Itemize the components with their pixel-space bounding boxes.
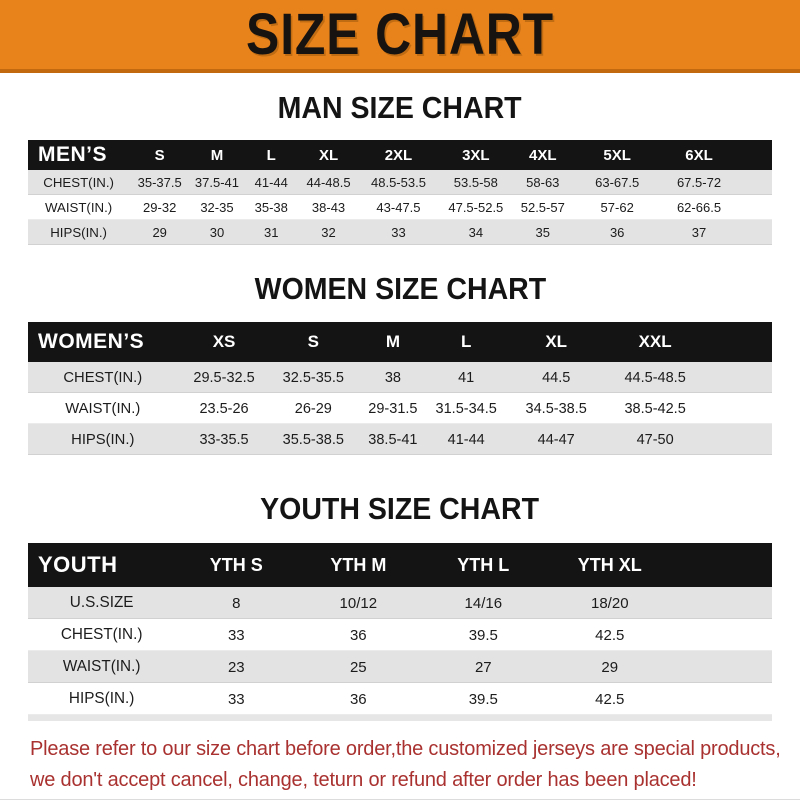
- row-filler: [672, 683, 772, 715]
- footer-note: [30, 734, 800, 796]
- data-cell: 41-44: [244, 170, 299, 195]
- data-cell: 44-48.5: [299, 170, 359, 195]
- row-label: CHEST(IN.): [28, 619, 175, 651]
- data-cell: 67.5-72: [662, 170, 736, 195]
- section-youth: [0, 491, 800, 721]
- data-cell: 14/16: [419, 587, 547, 619]
- footer-line-2: we don't accept cancel, change, teturn or refund after order has been placed!: [30, 769, 697, 791]
- data-cell: 63-67.5: [573, 170, 662, 195]
- data-cell: 44-47: [503, 424, 610, 455]
- data-cell: 36: [573, 220, 662, 245]
- column-header: YTH S: [175, 543, 297, 587]
- data-cell: 25: [297, 651, 419, 683]
- row-filler: [736, 195, 772, 220]
- column-header: XL: [299, 140, 359, 170]
- column-header: XXL: [610, 322, 701, 362]
- data-cell: 37: [662, 220, 736, 245]
- row-label: HIPS(IN.): [28, 220, 129, 245]
- row-label: WAIST(IN.): [28, 393, 178, 424]
- data-cell: 39.5: [419, 619, 547, 651]
- row-filler: [736, 220, 772, 245]
- data-cell: 48.5-53.5: [358, 170, 438, 195]
- data-cell: 23: [175, 651, 297, 683]
- data-cell: 34.5-38.5: [503, 393, 610, 424]
- column-header: L: [244, 140, 299, 170]
- data-cell: 39.5: [419, 683, 547, 715]
- section-women: [0, 271, 800, 455]
- data-cell: 41: [430, 362, 503, 393]
- data-cell: 26-29: [271, 393, 357, 424]
- column-header: M: [190, 140, 244, 170]
- row-filler: [736, 170, 772, 195]
- men-size-table: [28, 140, 772, 245]
- column-header: 2XL: [358, 140, 438, 170]
- data-cell: 31.5-34.5: [430, 393, 503, 424]
- data-cell: 33: [175, 619, 297, 651]
- column-header: YTH XL: [547, 543, 672, 587]
- footer-line-1: Please refer to our size chart before order,the customized jerseys are special products,: [30, 738, 781, 760]
- data-cell: 35.5-38.5: [271, 424, 357, 455]
- data-cell: 30: [190, 220, 244, 245]
- column-header: XS: [178, 322, 271, 362]
- data-cell: 32: [299, 220, 359, 245]
- column-header: XL: [503, 322, 610, 362]
- header-filler: [701, 322, 772, 362]
- women-section-heading: [0, 271, 800, 307]
- women-size-table: [28, 322, 772, 455]
- data-cell: 35-38: [244, 195, 299, 220]
- data-cell: 10/12: [297, 587, 419, 619]
- data-cell: 36: [297, 683, 419, 715]
- data-cell: 47-50: [610, 424, 701, 455]
- data-cell: 62-66.5: [662, 195, 736, 220]
- header-filler: [736, 140, 772, 170]
- data-cell: 53.5-58: [439, 170, 513, 195]
- data-cell: 31: [244, 220, 299, 245]
- column-header: M: [356, 322, 430, 362]
- data-cell: 33-35.5: [178, 424, 271, 455]
- data-cell: 32.5-35.5: [271, 362, 357, 393]
- data-cell: 38.5-41: [356, 424, 430, 455]
- data-cell: 29-32: [129, 195, 190, 220]
- data-cell: 42.5: [547, 683, 672, 715]
- data-cell: 38.5-42.5: [610, 393, 701, 424]
- banner: [0, 0, 800, 73]
- data-cell: 44.5: [503, 362, 610, 393]
- youth-section-heading: [0, 491, 800, 527]
- data-cell: 42.5: [547, 619, 672, 651]
- data-cell: 33: [175, 683, 297, 715]
- data-cell: 38-43: [299, 195, 359, 220]
- row-filler: [701, 393, 772, 424]
- table-header-label: MEN’S: [28, 140, 129, 170]
- data-cell: 32-35: [190, 195, 244, 220]
- data-cell: 52.5-57: [513, 195, 573, 220]
- row-label: CHEST(IN.): [28, 170, 129, 195]
- column-header: 4XL: [513, 140, 573, 170]
- row-filler: [672, 619, 772, 651]
- column-header: 3XL: [439, 140, 513, 170]
- data-cell: 41-44: [430, 424, 503, 455]
- column-header: 5XL: [573, 140, 662, 170]
- data-cell: 57-62: [573, 195, 662, 220]
- table-header-label: WOMEN’S: [28, 322, 178, 362]
- data-cell: 34: [439, 220, 513, 245]
- data-cell: 27: [419, 651, 547, 683]
- data-cell: 23.5-26: [178, 393, 271, 424]
- row-filler: [701, 424, 772, 455]
- data-cell: 29: [547, 651, 672, 683]
- data-cell: 43-47.5: [358, 195, 438, 220]
- column-header: S: [271, 322, 357, 362]
- row-label: WAIST(IN.): [28, 651, 175, 683]
- section-men: [0, 90, 800, 245]
- youth-size-table: [28, 543, 772, 721]
- data-cell: 38: [356, 362, 430, 393]
- row-label: HIPS(IN.): [28, 424, 178, 455]
- data-cell: 47.5-52.5: [439, 195, 513, 220]
- data-cell: 33: [358, 220, 438, 245]
- data-cell: 35: [513, 220, 573, 245]
- data-cell: 37.5-41: [190, 170, 244, 195]
- row-label: U.S.SIZE: [28, 587, 175, 619]
- data-cell: 44.5-48.5: [610, 362, 701, 393]
- column-header: 6XL: [662, 140, 736, 170]
- data-cell: 58-63: [513, 170, 573, 195]
- table-header-label: YOUTH: [28, 543, 175, 587]
- row-filler: [672, 651, 772, 683]
- page-title: SIZE CHART: [246, 1, 554, 67]
- women-section-heading-text: WOMEN SIZE CHART: [254, 271, 546, 306]
- youth-section-heading-text: YOUTH SIZE CHART: [260, 491, 540, 526]
- data-cell: 29: [129, 220, 190, 245]
- men-section-heading-text: MAN SIZE CHART: [277, 90, 523, 125]
- row-filler: [672, 587, 772, 619]
- column-header: S: [129, 140, 190, 170]
- row-label: CHEST(IN.): [28, 362, 178, 393]
- column-header: YTH M: [297, 543, 419, 587]
- data-cell: 36: [297, 619, 419, 651]
- row-label: WAIST(IN.): [28, 195, 129, 220]
- data-cell: 29.5-32.5: [178, 362, 271, 393]
- column-header: L: [430, 322, 503, 362]
- row-filler: [701, 362, 772, 393]
- data-cell: 35-37.5: [129, 170, 190, 195]
- data-cell: 29-31.5: [356, 393, 430, 424]
- data-cell: 8: [175, 587, 297, 619]
- men-section-heading: [0, 90, 800, 126]
- column-header: YTH L: [419, 543, 547, 587]
- header-filler: [672, 543, 772, 587]
- data-cell: 18/20: [547, 587, 672, 619]
- row-label: HIPS(IN.): [28, 683, 175, 715]
